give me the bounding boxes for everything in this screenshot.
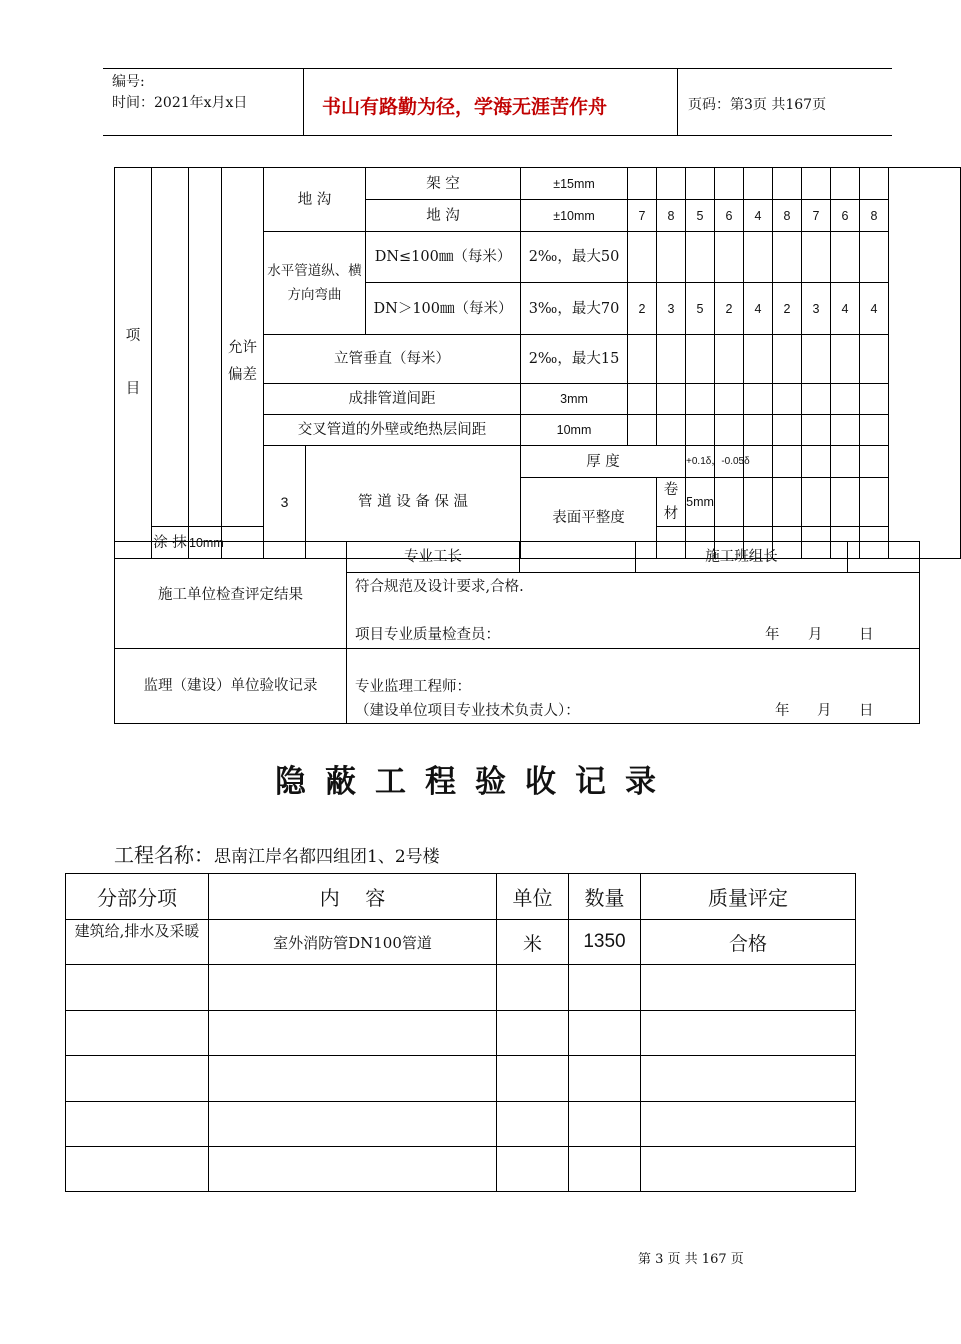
insulation: 管 道 设 备 保 温 xyxy=(306,446,521,559)
trench-value: 7 xyxy=(802,200,831,232)
supervisor-label: 专业监理工程师： xyxy=(355,679,471,695)
table-row xyxy=(66,1011,856,1056)
dn-le-tol: 2‰，最大50 xyxy=(521,232,628,283)
record-table xyxy=(65,873,856,1192)
col-content: 内 容 xyxy=(209,874,497,920)
table-row xyxy=(66,1147,856,1192)
trench-value: 6 xyxy=(715,200,744,232)
dn-gt-value: 3 xyxy=(802,283,831,335)
trench-sub: 地 沟 xyxy=(366,200,521,232)
dn-gt-tol: 3‰，最大70 xyxy=(521,283,628,335)
team-leader-sign xyxy=(848,542,920,573)
table-row xyxy=(66,1056,856,1102)
project-name: 思南江岸名都四组团1、2号楼 xyxy=(214,847,440,867)
col-quality: 质量评定 xyxy=(641,874,856,920)
row-quality: 合格 xyxy=(641,920,856,965)
trench-value: 6 xyxy=(831,200,860,232)
row-unit: 米 xyxy=(497,920,569,965)
header-left xyxy=(112,72,247,114)
dn-gt-value: 4 xyxy=(860,283,889,335)
label-item: 目 xyxy=(125,381,141,397)
supervision-signatures xyxy=(347,649,920,724)
trench-value: 8 xyxy=(773,200,802,232)
header-top-rule xyxy=(103,68,892,69)
project-name-line xyxy=(114,839,440,868)
construction-result: 施工单位检查评定结果 xyxy=(115,542,347,649)
inspector-label: 项目专业质量检查员： xyxy=(355,627,500,643)
seq-3: 3 xyxy=(264,446,306,559)
col-unit: 单位 xyxy=(497,874,569,920)
dn-gt-value: 2 xyxy=(715,283,744,335)
dn-gt-value: 5 xyxy=(686,283,715,335)
coat-tol: 10mm xyxy=(189,527,222,559)
section-project-item xyxy=(115,168,152,559)
roll-tol: 5mm xyxy=(686,478,715,527)
table-row xyxy=(66,965,856,1011)
col-quantity: 数量 xyxy=(569,874,641,920)
label-project: 项 xyxy=(125,328,141,344)
vertical-tol: 2‰，最大15 xyxy=(521,335,628,384)
inspection-table xyxy=(114,167,961,559)
page-info: 页码：第3页 共167页 xyxy=(688,97,827,113)
blank-cell xyxy=(152,168,189,527)
flatness: 表面平整度 xyxy=(521,478,657,559)
thickness: 厚 度 xyxy=(521,446,686,478)
date-year: 年 xyxy=(765,627,780,643)
trench-value: 8 xyxy=(860,200,889,232)
col-division: 分部分项 xyxy=(66,874,209,920)
motto: 书山有路勤为径，学海无涯苦作舟 xyxy=(322,96,608,118)
trench-tol: ±10mm xyxy=(521,200,628,232)
number-label: 编号: xyxy=(112,74,145,90)
supervision-record: 监理（建设）单位验收记录 xyxy=(115,649,347,724)
overhead-tol: ±15mm xyxy=(521,168,628,200)
date-month: 月 xyxy=(808,627,823,643)
row-quantity: 1350 xyxy=(569,920,641,965)
dn-gt: DN＞100㎜（每米） xyxy=(366,283,521,335)
trench-value: 4 xyxy=(744,200,773,232)
trench-value: 5 xyxy=(686,200,715,232)
footer-page: 第 3 页 共 167 页 xyxy=(638,1252,744,1267)
dn-gt-value: 4 xyxy=(831,283,860,335)
date-day: 日 xyxy=(859,627,874,643)
trench: 地 沟 xyxy=(264,168,366,232)
date-year: 年 xyxy=(775,703,790,719)
vertical-pipe: 立管垂直（每米） xyxy=(264,335,521,384)
header-divider-left xyxy=(303,68,304,135)
overhead: 架 空 xyxy=(366,168,521,200)
record-title: 隐蔽工程验收记录 xyxy=(275,764,675,800)
row-spacing-tol: 3mm xyxy=(521,384,628,415)
cross-spacing-tol: 10mm xyxy=(521,415,628,446)
trench-value: 8 xyxy=(657,200,686,232)
dn-gt-value: 2 xyxy=(628,283,657,335)
date-day: 日 xyxy=(859,703,874,719)
time-label: 时间：2021年x月x日 xyxy=(112,95,248,111)
table-row xyxy=(66,1102,856,1147)
coat: 涂 抹 xyxy=(152,527,189,559)
row-division: 建筑给,排水及采暖 xyxy=(66,920,209,965)
blank-cell xyxy=(889,168,961,559)
owner-tech-label: （建设单位项目专业技术负责人）： xyxy=(355,703,580,719)
foreman-sign xyxy=(520,542,636,573)
allowed-deviation: 允许偏差 xyxy=(222,168,264,527)
cross-spacing: 交叉管道的外壁或绝热层间距 xyxy=(264,415,521,446)
trench-value: 7 xyxy=(628,200,657,232)
blank-cell xyxy=(189,168,222,527)
team-leader-label: 施工班组长 xyxy=(636,542,848,573)
row-content: 室外消防管DN100管道 xyxy=(209,920,497,965)
header-bottom-rule xyxy=(103,135,892,136)
dn-gt-value: 2 xyxy=(773,283,802,335)
dn-le: DN≤100㎜（每米） xyxy=(366,232,521,283)
signature-table xyxy=(114,541,920,724)
roll: 卷 材 xyxy=(657,478,686,527)
horizontal-pipe: 水平管道纵、横方向弯曲 xyxy=(264,232,366,335)
date-month: 月 xyxy=(817,703,832,719)
foreman-label: 专业工长 xyxy=(347,542,520,573)
project-name-label: 工程名称： xyxy=(114,843,214,867)
conclusion-text: 符合规范及设计要求,合格. xyxy=(355,579,524,595)
construction-conclusion xyxy=(347,573,920,649)
dn-gt-value: 3 xyxy=(657,283,686,335)
thickness-tol: +0.1δ，-0.05δ xyxy=(686,446,715,478)
dn-gt-value: 4 xyxy=(744,283,773,335)
header-divider-right xyxy=(677,68,678,135)
row-spacing: 成排管道间距 xyxy=(264,384,521,415)
